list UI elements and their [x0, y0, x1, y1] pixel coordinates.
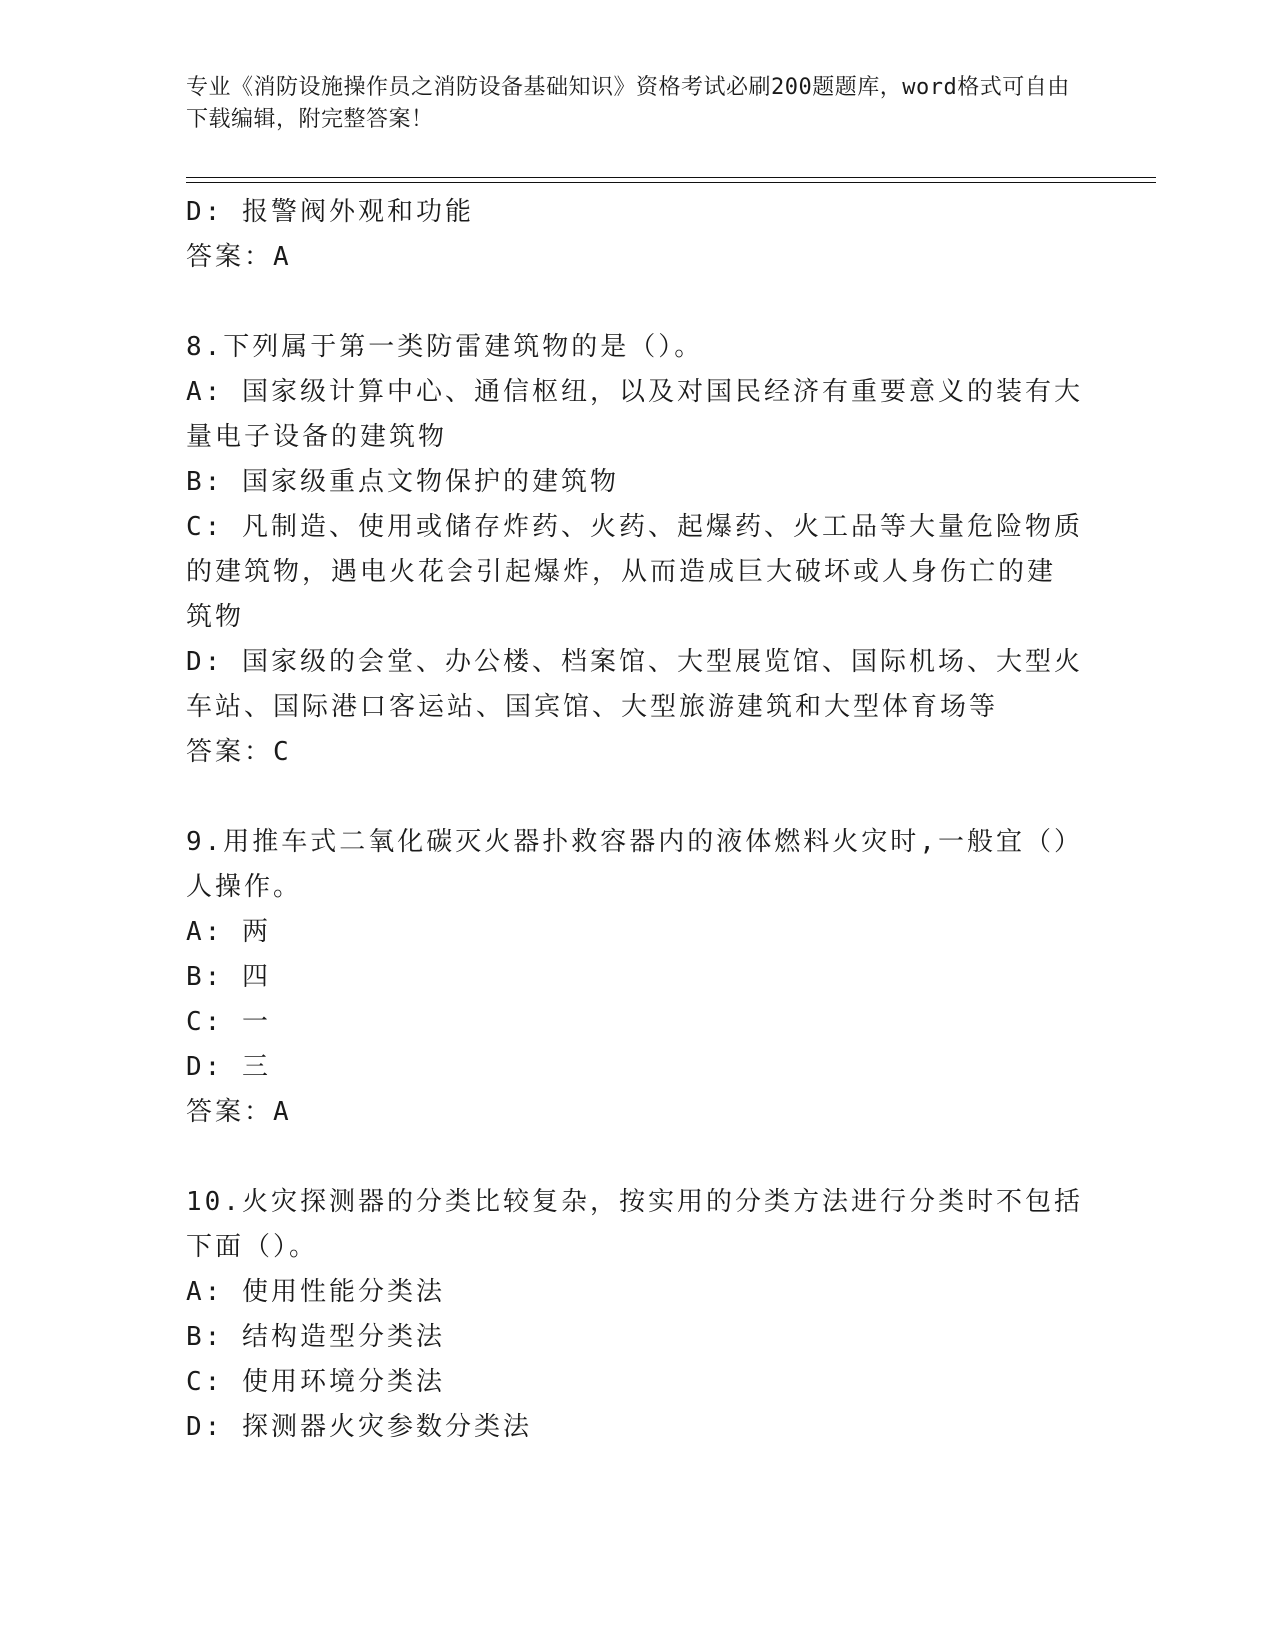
question-text: 9.用推车式二氧化碳灭火器扑救容器内的液体燃料火灾时,一般宜（）	[186, 827, 1083, 857]
option-b: B: 结构造型分类法	[186, 1322, 445, 1352]
option-c: C: 一	[186, 1007, 271, 1037]
option-d: D: 三	[186, 1052, 271, 1082]
option-b: B: 四	[186, 962, 271, 992]
option-d: D: 探测器火灾参数分类法	[186, 1412, 532, 1442]
option-c-continued: 筑物	[186, 602, 245, 632]
question-content	[186, 190, 1086, 1450]
option-c: C: 使用环境分类法	[186, 1367, 445, 1397]
option-c: C: 凡制造、使用或储存炸药、火药、起爆药、火工品等大量危险物质	[186, 512, 1083, 542]
option-a: A: 两	[186, 917, 271, 947]
answer: 答案：A	[186, 242, 292, 272]
question-9	[186, 820, 1086, 1135]
answer: 答案：C	[186, 737, 292, 767]
option-b: B: 国家级重点文物保护的建筑物	[186, 467, 619, 497]
question-10	[186, 1180, 1086, 1450]
option-d: D: 国家级的会堂、办公楼、档案馆、大型展览馆、国际机场、大型火	[186, 647, 1083, 677]
option-a: A: 国家级计算中心、通信枢纽，以及对国民经济有重要意义的装有大	[186, 377, 1083, 407]
question-text-continued: 人操作。	[186, 872, 303, 902]
question-text: 10.火灾探测器的分类比较复杂，按实用的分类方法进行分类时不包括	[186, 1187, 1083, 1217]
page-header: 专业《消防设施操作员之消防设备基础知识》资格考试必刷200题题库，word格式可自由下载编辑，附完整答案！	[186, 75, 1070, 132]
option-a: A: 使用性能分类法	[186, 1277, 445, 1307]
previous-question-tail	[186, 190, 1086, 280]
option-c-continued: 的建筑物，遇电火花会引起爆炸，从而造成巨大破坏或人身伤亡的建	[186, 557, 1057, 587]
question-text: 8.下列属于第一类防雷建筑物的是（）。	[186, 332, 704, 362]
option-d: D: 报警阀外观和功能	[186, 197, 474, 227]
answer: 答案：A	[186, 1097, 292, 1127]
header-rule-top	[186, 177, 1156, 178]
option-d-continued: 车站、国际港口客运站、国宾馆、大型旅游建筑和大型体育场等	[186, 692, 999, 722]
option-a-continued: 量电子设备的建筑物	[186, 422, 448, 452]
question-8	[186, 325, 1086, 775]
question-text-continued: 下面（）。	[186, 1232, 319, 1262]
header-rule-bottom	[186, 182, 1156, 183]
